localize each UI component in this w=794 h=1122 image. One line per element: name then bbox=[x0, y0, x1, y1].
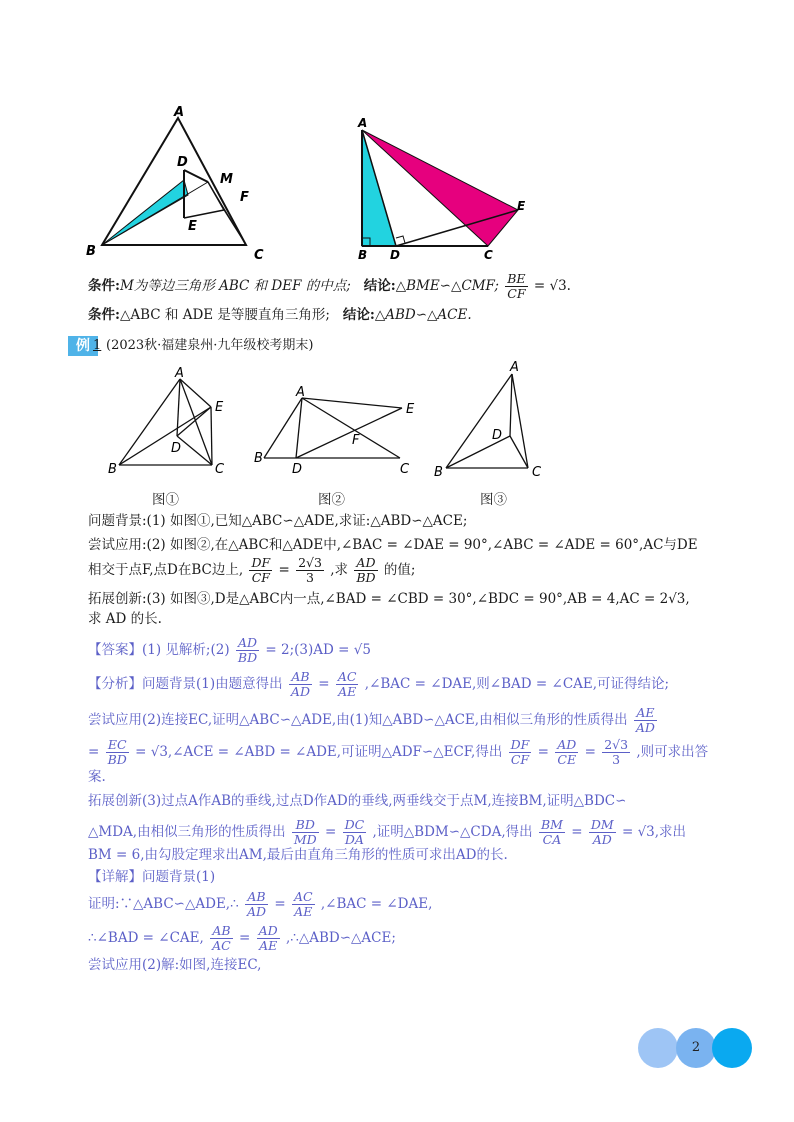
condition-2: 条件:△ABC 和 ADE 是等腰直角三角形; 结论:△ABD∽△ACE. bbox=[88, 307, 472, 323]
answer-line: 【答案】(1) 见解析;(2) $\frac{AD}{BD}$ = 2;(3)AD = √5 bbox=[88, 635, 371, 665]
label-A: A bbox=[510, 360, 519, 375]
label-C: C bbox=[215, 462, 225, 477]
label-A: A bbox=[174, 105, 185, 120]
label-C: C bbox=[400, 462, 410, 477]
label-C: C bbox=[532, 465, 542, 480]
analysis-line-4: 案. bbox=[88, 769, 106, 785]
analysis-line-6: △MDA,由相似三角形的性质得出 $\frac{BD}{MD}$ = $\frac{DC}{DA}$ ,证明△BDM∽△CDA,得出 $\frac{BM}{CA}$ = $\frac{DM}{AD}$ = √3,求出 bbox=[88, 817, 687, 847]
question-line-2: 尝试应用:(2) 如图②,在△ABC和△ADE中,∠BAC = ∠DAE = 90°,∠ABC = ∠ADE = 60°,AC与DE bbox=[88, 537, 698, 553]
figure-3 bbox=[430, 358, 550, 480]
analysis-line-7: BM = 6,由勾股定理求出AM,最后由直角三角形的性质可求出AD的长. bbox=[88, 847, 508, 863]
figure-2-caption: 图② bbox=[318, 492, 345, 508]
top-figure-equilateral bbox=[80, 100, 280, 265]
label-B: B bbox=[254, 451, 263, 466]
label-B: B bbox=[108, 462, 117, 477]
label-E: E bbox=[406, 402, 415, 417]
label-E: E bbox=[517, 199, 526, 213]
label-F: F bbox=[352, 433, 360, 448]
question-line-4: 拓展创新:(3) 如图③,D是△ABC内一点,∠BAD = ∠CBD = 30°,∠BDC = 90°,AB = 4,AC = 2√3, bbox=[88, 591, 690, 607]
figure-2 bbox=[250, 378, 420, 478]
label-E: E bbox=[188, 219, 197, 234]
analysis-line-3: = $\frac{EC}{BD}$ = √3,∠ACE = ∠ABD = ∠ADE,可证明△ADF∽△ECF,得出 $\frac{DF}{CF}$ = $\frac{AD}{CE}$ = $\frac{2√3}{3}$ ,则可求出答 bbox=[88, 737, 709, 767]
label-D: D bbox=[492, 428, 503, 443]
label-B: B bbox=[358, 248, 368, 262]
question-line-1: 问题背景:(1) 如图①,已知△ABC∽△ADE,求证:△ABD∽△ACE; bbox=[88, 513, 468, 529]
solution-line-1: 证明:∵△ABC∽△ADE,∴ $\frac{AB}{AD}$ = $\frac{AC}{AE}$ ,∠BAC = ∠DAE, bbox=[88, 889, 433, 919]
page-number: 2 bbox=[691, 1040, 701, 1055]
page-decor-circle-left bbox=[638, 1028, 678, 1068]
solution-title: 【详解】问题背景(1) bbox=[88, 869, 216, 885]
label-D: D bbox=[171, 441, 182, 456]
figure-3-caption: 图③ bbox=[480, 492, 507, 508]
page-decor-circle-right bbox=[712, 1028, 752, 1068]
top-figure-isosceles-right bbox=[350, 112, 540, 262]
question-line-5: 求 AD 的长. bbox=[88, 611, 162, 627]
example-source: (2023秋·福建泉州·九年级校考期末) bbox=[106, 338, 314, 353]
analysis-line-2: 尝试应用(2)连接EC,证明△ABC∽△ADE,由(1)知△ABD∽△ACE,由相似三角形的性质得出 $\frac{AE}{AD}$ bbox=[88, 705, 655, 735]
label-A: A bbox=[296, 385, 305, 400]
figure-1-caption: 图① bbox=[152, 492, 179, 508]
label-A: A bbox=[175, 366, 184, 381]
example-badge: 例 bbox=[68, 336, 98, 356]
label-M: M bbox=[220, 172, 233, 187]
label-C: C bbox=[484, 248, 493, 262]
label-C: C bbox=[254, 248, 264, 263]
label-D: D bbox=[177, 155, 188, 170]
label-B: B bbox=[434, 465, 443, 480]
analysis-line-1: 【分析】问题背景(1)由题意得出 $\frac{AB}{AD}$ = $\frac{AC}{AE}$ ,∠BAC = ∠DAE,则∠BAD = ∠CAE,可证得结论; bbox=[88, 669, 670, 699]
label-E: E bbox=[215, 400, 224, 415]
label-B: B bbox=[86, 244, 96, 259]
figure-1 bbox=[105, 365, 235, 480]
label-A: A bbox=[358, 116, 368, 130]
label-D: D bbox=[292, 462, 303, 477]
solution-line-2: ∴∠BAD = ∠CAE, $\frac{AB}{AC}$ = $\frac{AD}{AE}$ ,∴△ABD∽△ACE; bbox=[88, 923, 396, 953]
condition-1: 条件:M为等边三角形 ABC 和 DEF 的中点; 结论:△BME∽△CMF; $\frac{BE}{CF}$ = √3. bbox=[88, 271, 571, 301]
question-line-3: 相交于点F,点D在BC边上, $\frac{DF}{CF}$ = $\frac{2√3}{3}$ ,求 $\frac{AD}{BD}$ 的值; bbox=[88, 555, 416, 585]
solution-line-3: 尝试应用(2)解:如图,连接EC, bbox=[88, 957, 262, 973]
label-F: F bbox=[240, 190, 249, 205]
analysis-line-5: 拓展创新(3)过点A作AB的垂线,过点D作AD的垂线,两垂线交于点M,连接BM,证明△BDC∽ bbox=[88, 793, 627, 809]
label-D: D bbox=[390, 248, 400, 262]
example-number: 1 bbox=[93, 338, 102, 353]
